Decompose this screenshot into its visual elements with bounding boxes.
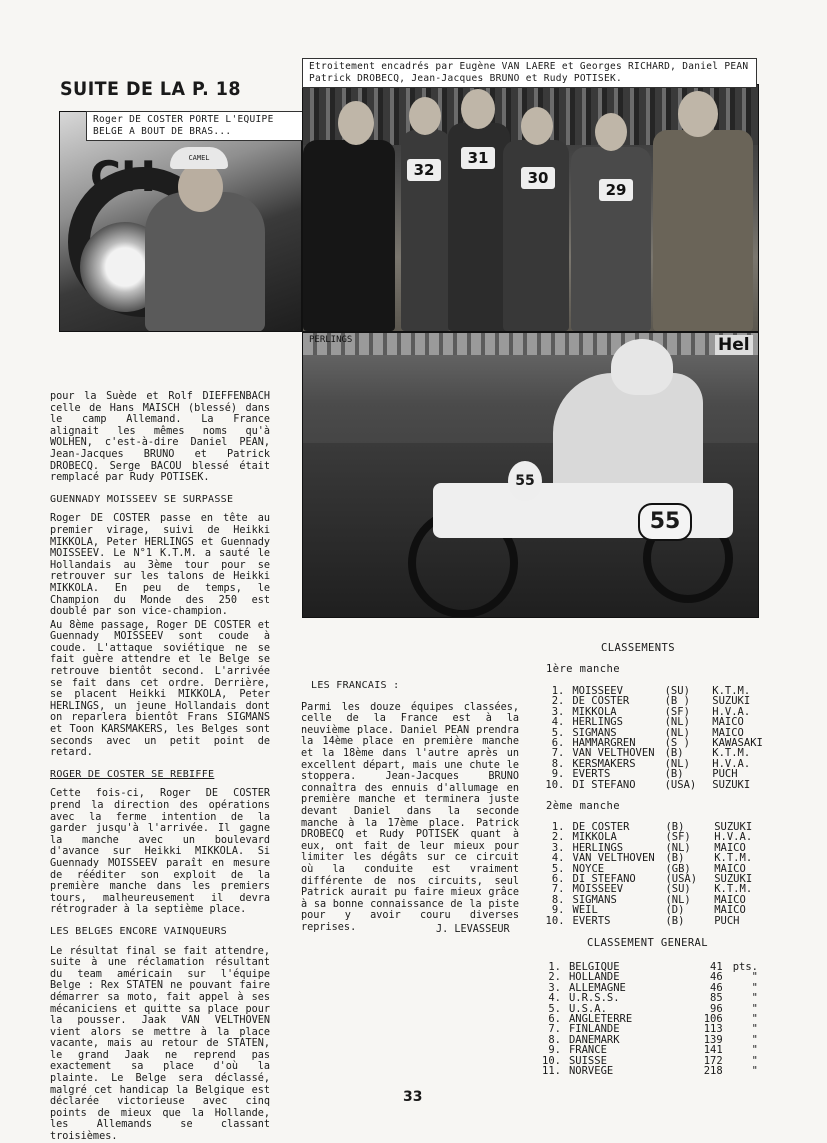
cell-pos: 10. [542,1054,561,1067]
cell-pos: 9. [548,1044,561,1057]
cell-pos: 10. [545,914,565,927]
cell-nat: (NL) [664,757,690,770]
cell-name: MIKKOLA [572,831,617,844]
cell-nat: (SU) [664,685,690,697]
paragraph: Le résultat final se fait attendre, suite à une réclamation résultant du team américain sur l'équipe Belge : Rex STATEN ne pouvant faire démarrer sa moto, fait appel à ses mécaniciens et quitte sa place pour la pousser. Jaak VAN VELTHOVEN vient alors se mettre à la place vacante, mais au retour de STATEN, le grand Jaak ne reprend pas exactement sa place d'où la plainte. Le Belge sera déclassé, malgré cet handicap la Belgique est déclarée victorieuse avec cinq points de mieux que la Hollande, les Allemands se classant troisièmes. [50,945,270,1143]
cell-pos: 8. [548,1033,561,1046]
cell-name: KERSMAKERS [572,757,636,770]
cell-name: VAN VELTHOVEN [572,852,655,865]
cell-nat: (SF) [665,831,691,844]
cell-nat: (B) [665,852,685,865]
photo-french-team [302,84,759,332]
paragraph: pour la Suède et Rolf DIEFFENBACH celle de Hans MAISCH (blessé) dans le camp Allemand. La France alignait les mêmes noms qu'à WOLHEN, c'est-à-dire Daniel PEAN, Jean-Jacques BRUNO et Patrick DROBECQ. Serge BACOU blessé était remplacé par Rudy POTISEK. [50,391,270,484]
banner-strip [303,333,758,355]
bib-30: 30 [521,167,555,189]
cell-country: FRANCE [568,1044,607,1057]
cell-name: VAN VELTHOVEN [572,747,655,760]
photo-de-coster-wreath [59,111,302,332]
official-left-head [338,101,374,145]
cell-pos: 1. [551,685,565,697]
cell-pos: 10. [545,778,565,791]
cell-pos: 6. [551,873,565,886]
manche1-title: 1ère manche [546,663,620,675]
cell-bike: K.T.M. [712,747,751,760]
cell-pos: 3. [548,981,561,994]
cell-name: DI STEFANO [572,778,636,791]
cell-nat: (B ) [664,695,690,708]
cell-pos: 1. [548,961,561,973]
cell-nat: (B) [665,914,685,927]
cell-country: U.S.A. [568,1002,607,1015]
cell-name: DE COSTER [572,821,630,833]
wreath-sign: CH [90,152,156,201]
cell-pts: 139 [703,1033,723,1046]
cell-nat: (SF) [664,705,690,718]
cell-name: HERLINGS [572,716,623,729]
cell-pos: 4. [548,992,561,1005]
cell-pos: 3. [551,841,565,854]
paragraph: Au 8ème passage, Roger DE COSTER et Guennady MOISSEEV sont coude à coude. L'attaque soviétique ne se fait guère attendre et le Belge se retrouve bientôt second. L'arrivée se fait dans cet ordre. Derrière, se placent Heikki MIKKOLA, Peter HERLINGS, un jeune Hollandais dont on reparlera bientôt Frans SIGMANS et Toon KARSMAKERS, les Belges sont seconds avec un petit point de retard. [50,619,270,759]
cell-nat: (B) [664,768,684,781]
cell-country: ALLEMAGNE [568,981,626,994]
cell-country: BELGIQUE [568,961,620,973]
official-left [303,140,395,331]
cell-pts: 218 [703,1065,723,1078]
cell-pos: 3. [551,705,565,718]
cell-country: NORVEGE [568,1065,614,1078]
caption-left-photo: Roger DE COSTER PORTE L'EQUIPE BELGE A BOUT DE BRAS... [86,111,306,141]
section-title: SUITE DE LA P. 18 [60,78,242,100]
cell-unit: " [751,1023,758,1036]
cell-country: ANGLETERRE [568,1013,633,1026]
cell-unit: " [751,992,758,1005]
cell-bike: K.T.M. [714,883,753,896]
rider-30-head [521,107,553,145]
cell-bike: SUZUKI [714,821,753,833]
cell-unit: " [751,1044,758,1057]
cell-nat: (B) [664,747,684,760]
cell-nat: (NL) [665,893,691,906]
heli-sign: Hel [715,335,753,355]
cell-unit: " [751,1054,758,1067]
cell-bike: MAICO [712,716,744,729]
cell-nat: (USA) [665,873,698,886]
cell-bike: SUZUKI [712,695,751,708]
cell-bike: H.V.A. [712,705,751,718]
official-right-head [678,91,718,137]
cell-bike: SUZUKI [712,778,751,791]
table-row [543,780,764,790]
cell-pos: 5. [551,862,565,875]
rider-29-head [595,113,627,151]
general-title: CLASSEMENT GENERAL [587,937,708,949]
cell-unit: pts. [732,961,758,973]
cell-bike: PUCH [712,768,738,781]
cell-unit: " [751,971,758,984]
cell-pos: 4. [551,852,565,865]
cell-pos: 6. [548,1013,561,1026]
subheading-francais: LES FRANCAIS : [311,680,400,691]
cell-name: EVERTS [572,914,611,927]
cap: CAMEL [170,147,228,169]
cell-bike: SUZUKI [714,873,753,886]
cell-pos: 8. [551,893,565,906]
cell-unit: " [751,981,758,994]
results-manche1-table [543,686,764,790]
manche2-title: 2ème manche [546,800,620,812]
cell-nat: (NL) [664,716,690,729]
cell-pos: 1. [551,821,565,833]
cell-pts: 106 [703,1013,723,1026]
middle-article-column [301,680,519,933]
cell-nat: (NL) [664,726,690,739]
cell-nat: (D) [665,904,685,917]
cell-name: EVERTS [572,768,611,781]
author-signature: J. LEVASSEUR [436,924,510,935]
general-ranking-table [536,962,758,1076]
rider-31-head [461,89,495,129]
cell-bike: MAICO [714,893,746,906]
left-article-column [50,391,270,1143]
cell-unit: " [751,1013,758,1026]
cell-name: DE COSTER [572,695,630,708]
cell-pts: 46 [710,971,723,984]
cell-pts: 96 [710,1002,723,1015]
paragraph: Parmi les douze équipes classées, celle de la France est à la neuvième place. Daniel PEAN prendra la 14ème place en première manche et la 18ème dans l'autre après un excellent départ, mais une chute le stoppera. Jean-Jacques BRUNO connaîtra des ennuis d'allumage en première manche et terminera juste devant Daniel dans la seconde manche à la 17ème place. Patrick DROBECQ et Rudy POTISEK quant à eux, ont fait de leur mieux pour limiter les dégâts sur ce circuit où la conduite est vraiment différente de nos circuits, seul Patrick aurait pu faire mieux grâce à sa bonne connaissance de la piste pour y avoir couru diverses reprises. [301,701,519,933]
cell-bike: MAICO [714,841,746,854]
subheading-belges: LES BELGES ENCORE VAINQUEURS [50,925,227,937]
front-plate: 55 [508,461,542,501]
cell-nat: (S ) [664,737,690,750]
helmet [611,339,673,395]
cell-unit: " [751,1002,758,1015]
cell-nat: (NL) [665,841,691,854]
side-plate: 55 [638,503,692,541]
results-title: CLASSEMENTS [601,642,675,654]
cell-pos: 4. [551,716,565,729]
cell-unit: " [751,1033,758,1046]
cell-bike: H.V.A. [714,831,753,844]
cell-country: HOLLANDE [568,971,620,984]
cell-pos: 2. [548,971,561,984]
cell-name: WEIL [572,904,598,917]
bib-31: 31 [461,147,495,169]
cell-name: SIGMANS [572,726,617,739]
cell-pts: 113 [703,1023,723,1036]
cell-pts: 41 [710,961,723,973]
cell-bike: MAICO [714,904,746,917]
cell-bike: K.T.M. [714,852,753,865]
subheading-de-coster: ROGER DE COSTER SE REBIFFE [50,768,215,780]
cell-bike: MAICO [712,726,744,739]
cell-country: FINLANDE [568,1023,620,1036]
cell-name: HERLINGS [572,841,624,854]
rider-face [178,162,223,212]
cell-pos: 5. [548,1002,561,1015]
cell-country: U.R.S.S. [568,992,620,1005]
bib-29: 29 [599,179,633,201]
cell-pos: 9. [551,768,565,781]
cell-country: DANEMARK [568,1033,620,1046]
rider-figure [145,192,265,332]
cell-pos: 6. [551,737,565,750]
cell-name: SIGMANS [572,893,617,906]
cell-pts: 85 [710,992,723,1005]
cell-bike: KAWASAKI [712,737,763,750]
caption-top-photo: Etroitement encadrés par Eugène VAN LAERE et Georges RICHARD, Daniel PEAN Patrick DROBECQ, Jean-Jacques BRUNO et Rudy POTISEK. [302,58,757,88]
table-row [536,1066,758,1076]
cell-nat: (USA) [664,778,697,791]
page-number: 33 [403,1089,423,1105]
cell-name: NOYCE [572,862,605,875]
cell-bike: H.V.A. [712,757,751,770]
cell-name: HAMMARGREN [572,737,636,750]
bib-32: 32 [407,159,441,181]
rider-32-head [409,97,441,135]
cell-pos: 7. [548,1023,561,1036]
cell-pts: 172 [703,1054,723,1067]
official-right [653,130,753,331]
cell-pos: 9. [551,904,565,917]
cell-bike: K.T.M. [712,685,751,697]
cell-nat: (GB) [665,862,691,875]
cell-pos: 2. [551,831,565,844]
cell-pts: 46 [710,981,723,994]
results-manche2-table [543,822,764,926]
rider-29 [571,147,651,331]
cell-pos: 7. [551,747,565,760]
cell-pts: 141 [703,1044,723,1057]
cell-nat: (SU) [665,883,691,896]
cell-name: MIKKOLA [572,705,617,718]
cell-pos: 11. [542,1065,561,1078]
cell-country: SUISSE [568,1054,607,1067]
banner-text: PERLINGS [309,335,353,345]
cell-name: MOISSEEV [572,883,624,896]
paragraph: Cette fois-ci, Roger DE COSTER prend la direction des opérations avec la ferme intention de la garder jusqu'à l'arrivée. Il gagne la manche avec un boulevard d'avance sur Heikki MIKKOLA. Si Guennady MOISSEEV paraît en mesure de rééditer son exploit de la première manche dans les premiers tours, malheureusement il devra rétrograder à la septième place. [50,788,270,916]
cell-bike: MAICO [714,862,746,875]
cell-name: MOISSEEV [572,685,623,697]
cell-bike: PUCH [714,914,740,927]
cell-name: DI STEFANO [572,873,636,886]
cell-nat: (B) [665,821,685,833]
cell-pos: 5. [551,726,565,739]
cell-unit: " [751,1065,758,1078]
cell-pos: 8. [551,757,565,770]
photo-motocross [302,332,759,618]
cell-pos: 2. [551,695,565,708]
cell-pos: 7. [551,883,565,896]
subheading-moisseev: GUENNADY MOISSEEV SE SURPASSE [50,493,234,505]
paragraph: Roger DE COSTER passe en tête au premier virage, suivi de Heikki MIKKOLA, Peter HERLINGS et Guennady MOISSEEV. Le N°1 K.T.M. a sauté le Hollandais au 3ème tour pour se retrouver sur les talons de Heikki MIKKOLA. En peu de temps, le Champion du Monde des 250 est doublé par son vice-champion. [50,513,270,618]
table-row [543,916,764,926]
